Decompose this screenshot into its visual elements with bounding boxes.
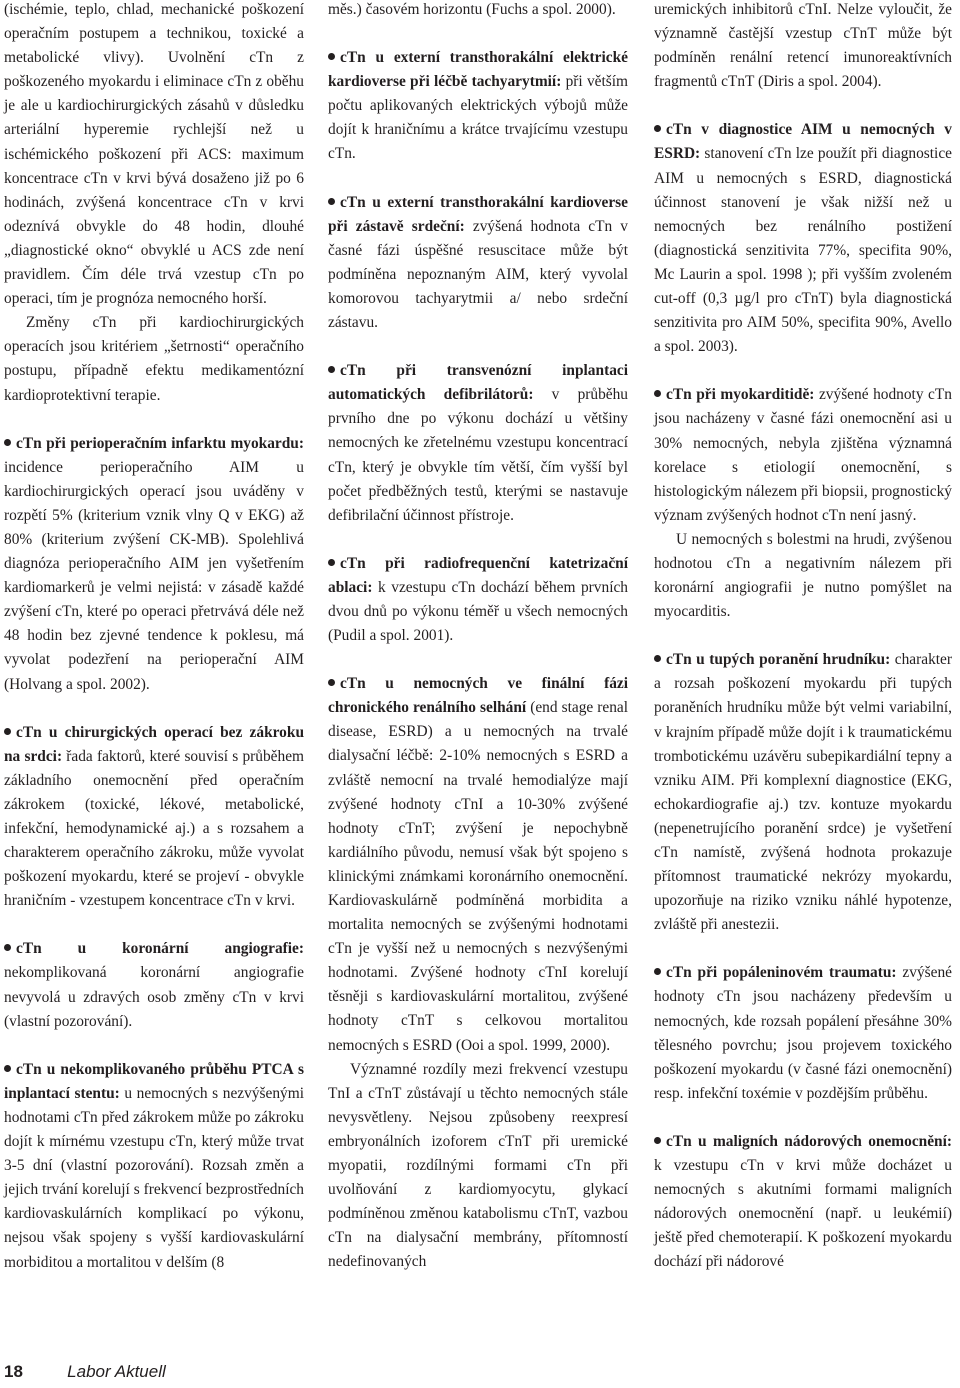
paragraph-text: (ischémie, teplo, chlad, mechanické poškození operačním postupem a technikou, toxické a metabolické vlivy). Uvolnění cTn z poškozeného myokardu i eliminace cTn z oběhu je ale u kardiochirurgických zásahů v důsledku arteriální hyperemie rychlejší než u ischémického poškození při ACS: maximum koncentrace cTn v krvi bývá dosaženo již po 6 hodinách, zvýšená koncentrace cTn v krvi odeznívá obvykle do 48 hodin, dlouhé „diagnostické okno“ obvyklé u ACS zde není pravidlem. Čím déle trvá vzestup cTn po operaci, tím je prognóza nemocného horší. bbox=[4, 1, 304, 308]
paragraph-heading: cTn u externí transthorakální kardioverse při zástavě srdeční: bbox=[328, 193, 628, 235]
paragraph-heading: cTn u nemocných ve finální fázi chronického renálního selhání bbox=[328, 675, 628, 717]
paragraph-text: u nemocných s nezvýšenými hodnotami cTn před zákrokem může po zákroku dojít k mírnému vzestupu cTn, který může trvat 3-5 dní (vlastní pozorování). Rozsah změn a jejich trvání korelují s frekvencí bezprostředních kardiovaskulárních komplikací po výkonu, nejsou však spojeny s vyšší kardiovaskulární morbiditou a mortalitou v delším (8 bbox=[4, 1084, 304, 1271]
text-column-2 bbox=[328, 0, 628, 1275]
bullet-paragraph bbox=[654, 1130, 952, 1275]
bullet-icon bbox=[4, 439, 11, 446]
paragraph-heading: cTn při popáleninovém traumatu: bbox=[666, 964, 897, 982]
bullet-icon bbox=[4, 728, 11, 735]
bullet-icon bbox=[328, 366, 335, 373]
bullet-icon bbox=[4, 944, 11, 951]
paragraph-heading: cTn u tupých poranění hrudníku: bbox=[666, 651, 891, 669]
paragraph-text: zvýšené hodnoty cTn jsou nacházeny v časné fázi onemocnění asi u 30% nemocných, nebyla zjištěna významná korelace s etiologií onemocnění, s histologickým nálezem při biopsii, prognostický význam zvýšených hodnot cTn není jasný. bbox=[654, 386, 952, 524]
bullet-paragraph bbox=[328, 191, 628, 336]
bullet-paragraph bbox=[4, 721, 304, 914]
bullet-icon bbox=[328, 679, 335, 686]
paragraph-text: incidence perioperačního AIM u kardiochirurgických operací jsou uváděny v rozpětí 5% (kriterium vznik vlny Q v EKG) až 80% (kriterium zvýšení CK-MB). Spolehlivá diagnóza perioperačního AIM jen vyšetřením kardiomarkerů je velmi nejistá: v zásadě každé zvýšení cTn, které po operaci přetrvává déle než 48 hodin bez zjevné tendence k poklesu, má vyvolat podezření na perioperační AIM (Holvang a spol. 2002). bbox=[4, 458, 304, 693]
bullet-icon bbox=[654, 125, 661, 132]
bullet-icon bbox=[654, 1137, 661, 1144]
bullet-paragraph bbox=[654, 118, 952, 359]
page-footer bbox=[4, 1362, 166, 1382]
paragraph-text: měs.) časovém horizontu (Fuchs a spol. 2000). bbox=[328, 1, 616, 18]
bullet-paragraph bbox=[328, 359, 628, 528]
paragraph bbox=[654, 0, 952, 94]
paragraph-text: v průběhu prvního dne po výkonu dochází u většiny nemocných ke zřetelnému vzestupu koncentrací cTn, který je obvykle tím větší, čím vyšší byl počet předběžných testů, kterými se nastavuje defibrilační účinnost přístroje. bbox=[328, 386, 628, 524]
paragraph-heading: cTn u nekomplikovaného průběhu PTCA s inplantací stentu: bbox=[4, 1060, 304, 1102]
paragraph-text: Změny cTn při kardiochirurgických operacích jsou kritériem „šetrnosti“ operačního postupu, případně efektu medikamentózní kardioprotektivní terapie. bbox=[4, 314, 304, 404]
paragraph-text: stanovení cTn lze použít při diagnostice AIM u nemocných s ESRD, diagnostická účinnost stanovení je však nižší než u nemocných bez renálního postižení (diagnostická senzitivita 77%, specifita 90%, Mc Laurin a spol. 1998 ); při vyšším zvoleném cut-off (0,3 µg/l pro cTnT) byla diagnostická senzitivita pro AIM 50%, specifita 90%, Avello a spol. 2003). bbox=[654, 145, 952, 356]
text-column-3 bbox=[654, 0, 952, 1275]
bullet-icon bbox=[654, 968, 661, 975]
paragraph-text: nekomplikovaná koronární angiografie nevyvolá u zdravých osob změny cTn v krvi (vlastní pozorování). bbox=[4, 964, 304, 1030]
paragraph-text: při větším počtu aplikovaných elektrických výbojů může dojít k hraničnímu a krátce trvajícímu vzestupu cTn. bbox=[328, 73, 628, 163]
bullet-paragraph bbox=[654, 383, 952, 528]
paragraph-text: řada faktorů, které souvisí s průběhem základního onemocnění před operačním zákrokem (toxické, lékové, metabolické, infekční, hemodynamické aj.) a s rozsahem a charakterem operačního zákroku, může vyvolat poškození myokardu, které se projeví - obvykle hraničním - vzestupem koncentrace cTn v krvi. bbox=[4, 747, 304, 910]
paragraph-heading: cTn při myokarditidě: bbox=[666, 386, 815, 404]
paragraph-text: (end stage renal disease, ESRD) a u nemocných na trvalé dialysační léčbě: 2-10% nemocných s ESRD a zvláště nemocní na trvalé hemodialýze mají zvýšené hodnoty cTnI a 10-30% zvýšené hodnoty cTnT; zvýšení je nepochybně kardiálního původu, nemusí však být spojeno s klinickými známkami koronárního onemocnění. Kardiovaskulárně podmíněná morbidita a mortalita nemocných se zvýšenými hodnotami cTn je vyšší než u nemocných s nezvýšenými hodnotami. Zvýšené hodnoty cTnI korelují těsněji s kardiovaskulární mortalitou, zvýšené hodnoty cTnT s celkovou mortalitou nemocných s ESRD (Ooi a spol. 1999, 2000). bbox=[328, 699, 628, 1054]
bullet-paragraph bbox=[654, 961, 952, 1106]
journal-name: Labor Aktuell bbox=[67, 1362, 166, 1381]
paragraph-text: zvýšená hodnota cTn v časné fázi úspěšné resuscitace může být podmíněna nepoznaným AIM, který vyvolal komorovou tachyarytmii a/ nebo srdeční zástavu. bbox=[328, 217, 628, 332]
paragraph-text: uremických inhibitorů cTnI. Nelze vyloučit, že významně častější vzestup cTnT může být podmíněn renální retencí imunoreaktívních fragmentů cTnT (Diris a spol. 2004). bbox=[654, 1, 952, 91]
paragraph-heading: cTn u externí transthorakální elektrické kardioverse při léčbě tachyarytmií: bbox=[328, 49, 628, 91]
text-column-1 bbox=[4, 0, 304, 1275]
paragraph-heading: cTn při transvenózní inplantaci automatických defibrilátorů: bbox=[328, 362, 628, 404]
paragraph bbox=[328, 1058, 628, 1275]
paragraph-heading: cTn u koronární angiografie: bbox=[16, 940, 304, 958]
paragraph bbox=[4, 311, 304, 407]
paragraph-text: Významné rozdíly mezi frekvencí vzestupu TnI a cTnT zůstávají u těchto nemocných stále nevysvětleny. Nejsou způsobeny reexpresí embryonálních izoforem cTnT při uremické myopatii, rozdílnými formami cTn při uvolňování z kardiomyocytu, glykací podmíněnou změnou katabolismu cTnT, vazbou cTn na dialysační membrány, přítomností nedefinovaných bbox=[328, 1060, 628, 1271]
paragraph-heading: cTn u chirurgických operací bez zákroku na srdci: bbox=[4, 723, 304, 765]
paragraph-text: U nemocných s bolestmi na hrudi, zvýšenou hodnotou cTn a negativním nálezem při koronární angiografii je nutno pomýšlet na myocarditis. bbox=[654, 530, 952, 621]
bullet-paragraph bbox=[4, 937, 304, 1033]
bullet-icon bbox=[328, 53, 335, 60]
paragraph-text: k vzestupu cTn v krvi může docházet u nemocných s akutními formami maligních nádorových onemocnění (např. u leukémií) ještě před chemoterapií. K poškození myokardu dochází při nádorové bbox=[654, 1157, 952, 1271]
bullet-paragraph bbox=[4, 1058, 304, 1275]
bullet-paragraph bbox=[328, 672, 628, 1058]
paragraph bbox=[4, 0, 304, 311]
paragraph-heading: cTn u maligních nádorových onemocnění: bbox=[666, 1132, 952, 1150]
paragraph-heading: cTn při perioperačním infarktu myokardu: bbox=[16, 434, 304, 452]
bullet-paragraph bbox=[328, 552, 628, 648]
bullet-paragraph bbox=[4, 432, 304, 697]
page-number: 18 bbox=[4, 1362, 23, 1381]
bullet-icon bbox=[328, 559, 335, 566]
paragraph-text: charakter a rozsah poškození myokardu při tupých poraněních hrudníku může být velmi variabilní, v krajním případě může dojít i k traumatickému trombotickému uzávěru subepikardiální tepny a vzniku AIM. Při komplexní diagnostice (EKG, echokardiografie aj.) tzv. kontuze myokardu (nepenetrujícího poranění srdce) je vyšetření cTn namístě, zvýšená hodnota prokazuje přítomnost traumatické nekrózy myokardu, upozorňuje na riziko vzniku náhlé hypotenze, zvláště při anestezii. bbox=[654, 651, 952, 934]
bullet-paragraph bbox=[328, 46, 628, 166]
paragraph-heading: cTn při radiofrequenční katetrizační ablaci: bbox=[328, 554, 628, 596]
paragraph-text: zvýšené hodnoty cTn jsou nacházeny především u nemocných, kde rozsah popálení přesáhne 30% tělesného povrchu; jsou projevem toxického poškození myokardu (v časné fázi onemocnění) resp. infekční toxémie v pozdějším průběhu. bbox=[654, 964, 952, 1102]
paragraph bbox=[328, 0, 628, 22]
bullet-icon bbox=[328, 198, 335, 205]
bullet-icon bbox=[654, 390, 661, 397]
paragraph bbox=[654, 528, 952, 624]
bullet-paragraph bbox=[654, 648, 952, 937]
bullet-icon bbox=[654, 655, 661, 662]
paragraph-text: k vzestupu cTn dochází během prvních dvou dnů po výkonu téměř u všech nemocných (Pudil a spol. 2001). bbox=[328, 578, 628, 645]
bullet-icon bbox=[4, 1065, 11, 1072]
paragraph-heading: cTn v diagnostice AIM u nemocných v ESRD: bbox=[654, 121, 952, 163]
